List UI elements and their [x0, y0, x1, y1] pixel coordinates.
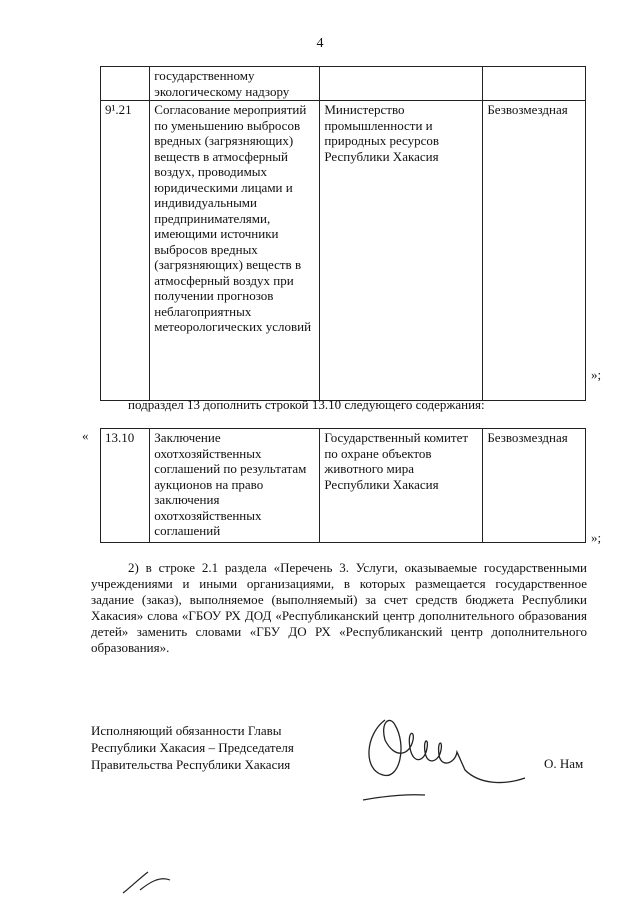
cell-agency	[320, 67, 483, 101]
page-number: 4	[316, 36, 324, 51]
amendment-paragraph: 2) в строке 2.1 раздела «Перечень 3. Услуги, оказываемые государственными учреждениями и иными организациями, в которых размещается государственное задание (заказ), выполняемое (выполняемый) за счет средств бюджета Республики Хакасия» слова «ГБОУ РХ ДОД «Республиканский центр дополнительного образования детей» заменить словами «ГБУ ДО РХ «Республиканский центр дополнительного образования».	[91, 560, 587, 655]
services-table-continued	[100, 66, 586, 401]
cell-number: 13.10	[101, 429, 150, 543]
closing-quote-mark: »;	[591, 367, 602, 382]
cell-service: Заключение охотхозяйственных соглашений по результатам аукционов на право заключения охотхозяйственных соглашений	[150, 429, 320, 543]
closing-quote-mark: »;	[591, 530, 602, 545]
table-row	[101, 101, 586, 401]
cell-service: Согласование мероприятий по уменьшению выбросов вредных (загрязняющих) веществ в атмосферный воздух, проводимых юридическими лицами и индивидуальными предпринимателями, имеющими источники выбросов вредных (загрязняющих) веществ в атмосферный воздух при получении прогнозов неблагоприятных метеорологических условий	[150, 101, 320, 401]
cell-number: 9¹.21	[101, 101, 150, 401]
cell-service: государственному экологическому надзору	[150, 67, 320, 101]
cell-price	[483, 67, 586, 101]
cell-price: Безвозмездная	[483, 429, 586, 543]
table-row	[101, 429, 586, 543]
opening-quote-mark: «	[82, 428, 89, 443]
table-row	[101, 67, 586, 101]
cell-number	[101, 67, 150, 101]
cell-price: Безвозмездная	[483, 101, 586, 401]
initials-mark	[120, 868, 180, 898]
new-row-table	[100, 428, 586, 543]
cell-agency: Государственный комитет по охране объектов животного мира Республики Хакасия	[320, 429, 483, 543]
signatory-name: О. Нам	[544, 756, 584, 771]
cell-agency: Министерство промышленности и природных ресурсов Республики Хакасия	[320, 101, 483, 401]
signatory-title: Исполняющий обязанности Главы Республики Хакасия – Председателя Правительства Республики Хакасия	[91, 723, 294, 772]
handwritten-signature	[355, 700, 535, 810]
subsection-instruction: подраздел 13 дополнить строкой 13.10 следующего содержания:	[128, 397, 485, 412]
